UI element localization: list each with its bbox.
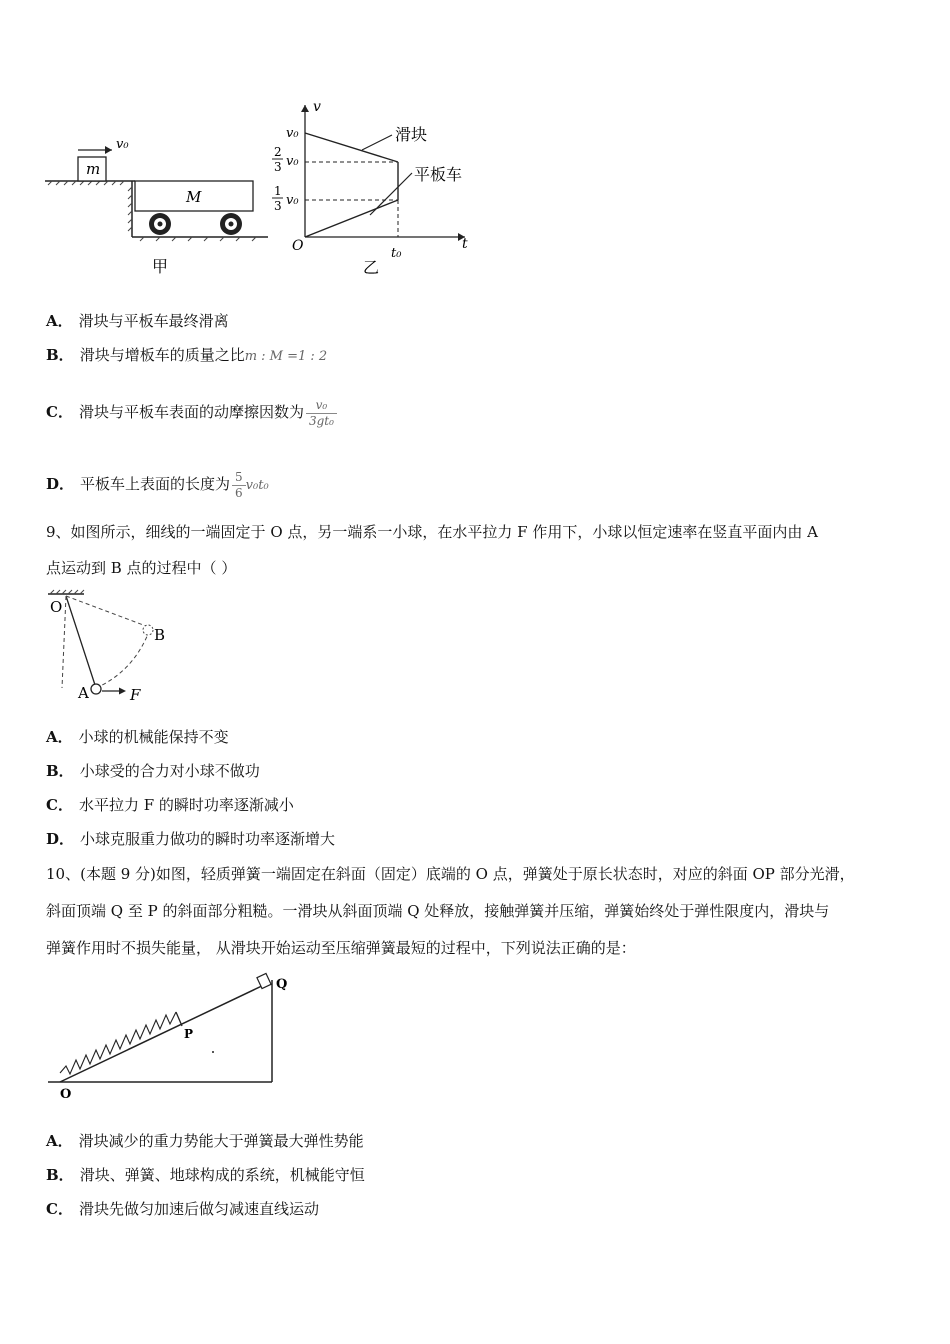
tick-v0: v₀	[286, 126, 299, 141]
cart-line	[305, 200, 398, 237]
axis-t-label: t	[462, 236, 468, 252]
force-F-label: F	[130, 686, 141, 704]
axis-v-label: v	[313, 99, 321, 115]
fraction-denominator: 6	[235, 485, 243, 500]
option-key: A．	[46, 1132, 73, 1150]
option-text: 小球的机械能保持不变	[78, 728, 229, 746]
q8-option-b	[46, 345, 327, 367]
q10-stem-line1: 10、(本题 9 分)如图，轻质弹簧一端固定在斜面（固定）底端的 O 点，弹簧处于原长状态时，对应的斜面 OP 部分光滑，	[46, 865, 855, 883]
legend-cart: 平板车	[414, 165, 463, 184]
fraction-denominator: 3gt₀	[308, 413, 334, 428]
length-math: v₀t₀	[245, 478, 269, 493]
slider-block	[257, 973, 271, 988]
fraction-numerator: v₀	[306, 398, 337, 414]
q10-stem-line2: 斜面顶端 Q 至 P 的斜面部分粗糙。一滑块从斜面顶端 Q 处释放，接触弹簧并压缩，弹簧始终处于弹性限度内，滑块与	[46, 902, 830, 920]
tick-one-third-num: 1	[274, 184, 282, 198]
option-text: 平板车上表面的长度为	[80, 475, 231, 493]
tick-two-thirds-v0: v₀	[286, 154, 299, 169]
tick-one-third-v0: v₀	[286, 193, 299, 208]
cart-M-label: M	[186, 188, 202, 206]
option-text: 滑块与平板车表面的动摩擦因数为	[78, 403, 304, 421]
option-text: 水平拉力 F 的瞬时功率逐渐减小	[78, 796, 294, 814]
q9-option-b	[46, 761, 260, 781]
q9-stem-line1: 9、如图所示，细线的一端固定于 O 点，另一端系一小球，在水平拉力 F 作用下，小球以恒定速率在竖直平面内由 A	[46, 523, 818, 541]
option-text: 滑块先做匀加速后做匀减速直线运动	[78, 1200, 319, 1218]
option-key: D．	[46, 830, 75, 848]
option-text: 滑块与平板车最终滑离	[78, 312, 229, 330]
figure-incline-spring	[40, 968, 300, 1103]
q10-option-b	[46, 1165, 365, 1185]
point-Q-label: Q	[276, 977, 288, 992]
tick-t0: t₀	[391, 246, 402, 261]
length-fraction	[232, 470, 246, 501]
origin-label: O	[292, 238, 304, 254]
option-key: B．	[46, 346, 74, 364]
figure-pendulum	[40, 588, 180, 708]
option-key: D．	[46, 475, 75, 493]
spring	[60, 1012, 176, 1074]
wheel-icon	[220, 213, 242, 235]
option-text: 滑块、弹簧、地球构成的系统，机械能守恒	[79, 1166, 365, 1184]
slider-line	[305, 133, 398, 162]
option-key: A．	[46, 312, 73, 330]
option-text: 滑块减少的重力势能大于弹簧最大弹性势能	[78, 1132, 364, 1150]
q8-option-d	[46, 460, 269, 510]
figure-cart-and-vt-graph	[40, 95, 490, 285]
option-key: C．	[46, 1200, 73, 1218]
point-P-label: P	[184, 1027, 194, 1041]
block-m-label: m	[86, 160, 101, 178]
point-O-label: O	[60, 1087, 72, 1102]
ball-B	[143, 625, 153, 635]
tick-two-thirds-den: 3	[274, 160, 282, 174]
q9-option-c	[46, 795, 294, 815]
friction-fraction	[306, 398, 337, 429]
tick-one-third-den: 3	[274, 199, 282, 213]
option-text: 小球受的合力对小球不做功	[79, 762, 260, 780]
q8-option-c	[46, 388, 337, 436]
q8-option-a	[46, 311, 229, 331]
legend-slider: 滑块	[395, 125, 428, 144]
wheel-icon	[149, 213, 171, 235]
point-A-label: A	[78, 684, 89, 702]
option-key: A．	[46, 728, 73, 746]
tick-two-thirds-num: 2	[274, 145, 282, 159]
option-key: B．	[46, 1166, 74, 1184]
option-key: C．	[46, 403, 73, 421]
label-yi: 乙	[363, 258, 380, 277]
option-text: 小球克服重力做功的瞬时功率逐渐增大	[80, 830, 336, 848]
q9-option-a	[46, 727, 229, 747]
point-B-label: B	[154, 626, 166, 644]
label-jia: 甲	[152, 257, 169, 276]
option-text: 滑块与增板车的质量之比	[79, 346, 245, 364]
option-key: B．	[46, 762, 74, 780]
q10-stem-line3: 弹簧作用时不损失能量， 从滑块开始运动至压缩弹簧最短的过程中，下列说法正确的是：	[46, 939, 636, 957]
q10-option-a	[46, 1131, 364, 1151]
fraction-numerator: 5	[232, 470, 246, 486]
q9-option-d	[46, 829, 335, 849]
v0-arrow-label: v₀	[116, 137, 129, 152]
option-key: C．	[46, 796, 73, 814]
ball-A	[91, 684, 101, 694]
pivot-O-label: O	[50, 598, 63, 616]
mass-ratio-math: m : M =1 : 2	[244, 349, 328, 364]
q9-stem-line2: 点运动到 B 点的过程中（ ）	[46, 559, 237, 577]
q10-option-c	[46, 1199, 319, 1219]
